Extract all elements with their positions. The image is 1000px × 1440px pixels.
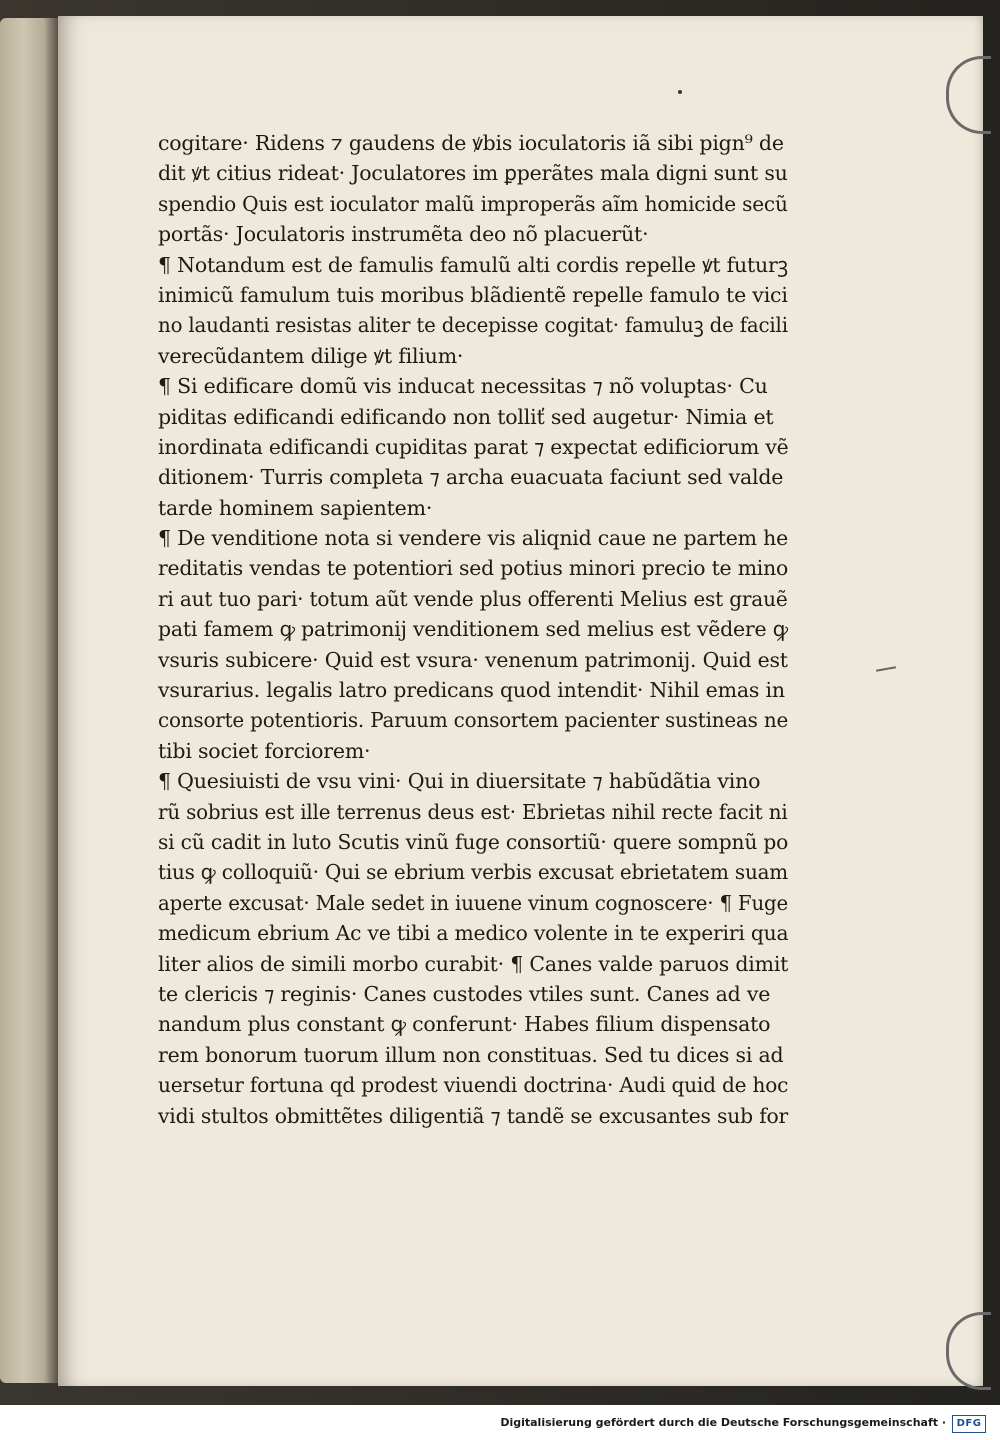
footer-bar xyxy=(0,1405,1000,1440)
text-line: te clericis ⁊ reginis· Canes custodes vtiles sunt. Canes ad ve xyxy=(158,981,771,1006)
text-line: inordinata edificandi cupiditas parat ⁊ expectat edificiorum vẽ xyxy=(158,434,789,459)
ink-dot xyxy=(678,90,682,94)
text-line: tarde hominem sapientem· xyxy=(158,495,433,520)
dfg-logo-icon: DFG xyxy=(952,1415,986,1433)
text-line: dit ꝟt citius rideat· Joculatores im ꝑperãtes mala digni sunt su xyxy=(158,161,788,186)
text-line: consorte potentioris. Paruum consortem pacienter sustineas ne xyxy=(158,708,789,733)
text-line: verecũdantem dilige ꝟt filium· xyxy=(158,343,464,368)
book-page xyxy=(58,16,983,1386)
text-line: portãs· Joculatoris instrumẽta deo nõ placuerũt· xyxy=(158,222,649,247)
footer-credit: Digitalisierung gefördert durch die Deutsche Forschungsgemeinschaft · xyxy=(500,1416,946,1429)
text-line: aperte excusat· Male sedet in iuuene vinum cognoscere· ¶ Fuge xyxy=(158,890,788,915)
previous-leaf-edge xyxy=(0,18,58,1383)
text-line: spendio Quis est ioculator malũ improperãs aĩm homicide secũ xyxy=(158,191,788,216)
text-line: ¶ De venditione nota si vendere vis aliqnid caue ne partem he xyxy=(158,526,788,551)
text-line: ¶ Quesiuisti de vsu vini· Qui in diuersitate ⁊ habũdãtia vino xyxy=(158,769,761,794)
text-line: si cũ cadit in luto Scutis vinũ fuge consortiũ· quere sompnũ po xyxy=(158,829,789,854)
text-block xyxy=(158,128,788,1131)
text-line: ri aut tuo pari· totum aũt vende plus offerenti Melius est grauẽ xyxy=(158,586,788,611)
text-line: ¶ Si edificare domũ vis inducat necessitas ⁊ nõ voluptas· Cu xyxy=(158,374,768,399)
text-line: vsuris subicere· Quid est vsura· venenum patrimonij. Quid est xyxy=(158,647,788,672)
clamp-top-icon xyxy=(946,56,991,134)
text-line: ditionem· Turris completa ⁊ archa euacuata faciunt sed valde xyxy=(158,465,784,490)
text-line: vidi stultos obmittẽtes diligentiã ⁊ tandẽ se excusantes sub for xyxy=(158,1103,789,1128)
clamp-bottom-icon xyxy=(946,1312,991,1390)
text-line: no laudanti resistas aliter te decepisse cogitat· famuluꝫ de facili xyxy=(158,313,788,338)
text-line: liter alios de simili morbo curabit· ¶ Canes valde paruos dimit xyxy=(158,951,789,976)
text-line: vsurarius. legalis latro predicans quod intendit· Nihil emas in xyxy=(158,678,785,703)
text-line: uersetur fortuna qd prodest viuendi doctrina· Audi quid de hoc xyxy=(158,1073,789,1098)
text-line: pati famem ꝙ patrimonij venditionem sed melius est vẽdere ꝙ xyxy=(158,617,788,642)
text-line: tibi societ forciorem· xyxy=(158,738,371,763)
text-line: piditas edificandi edificando non tolliť sed augetur· Nimia et xyxy=(158,404,774,429)
text-line: cogitare· Ridens ⁊ gaudens de ꝟbis ioculatoris iã sibi pign⁹ de xyxy=(158,131,784,155)
text-line: medicum ebrium Ac ve tibi a medico volente in te experiri qua xyxy=(158,921,789,946)
text-line: rem bonorum tuorum illum non constituas. Sed tu dices si ad xyxy=(158,1042,784,1067)
text-line: ¶ Notandum est de famulis famulũ alti cordis repelle ꝟt futurꝫ xyxy=(158,252,788,277)
text-line: nandum plus constant ꝙ conferunt· Habes filium dispensato xyxy=(158,1012,771,1037)
margin-mark xyxy=(876,666,896,671)
text-line: inimicũ famulum tuis moribus blãdientẽ repelle famulo te vici xyxy=(158,282,788,307)
text-line: tius ꝙ colloquiũ· Qui se ebrium verbis excusat ebrietatem suam xyxy=(158,860,788,885)
text-line: rũ sobrius est ille terrenus deus est· Ebrietas nihil recte facit ni xyxy=(158,799,788,824)
text-line: reditatis vendas te potentiori sed potius minori precio te mino xyxy=(158,556,789,581)
